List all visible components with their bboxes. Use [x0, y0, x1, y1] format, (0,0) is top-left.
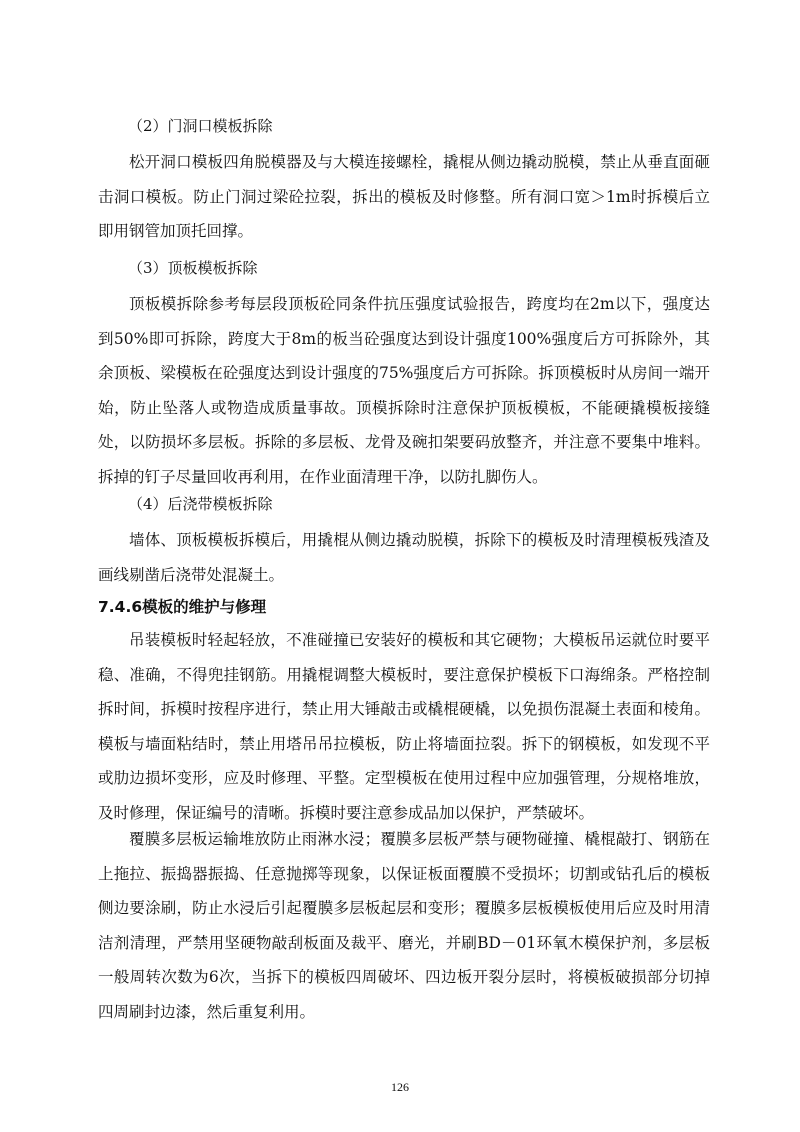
paragraph-door-opening: 松开洞口模板四角脱模器及与大模连接螺栓，撬棍从侧边撬动脱模，禁止从垂直面砸击洞口模板。防止门洞过梁砼拉裂，拆出的模板及时修整。所有洞口宽＞1m时拆模后立即用钢管加顶托回撑。 [98, 153, 710, 241]
paragraph-top-slab: 顶板模拆除参考每层段顶板砼同条件抗压强度试验报告，跨度均在2m以下，强度达到50%即可拆除，跨度大于8m的板当砼强度达到设计强度100%强度后方可拆除外，其余顶板、梁模板在砼强度达到设计强度的75%强度后方可拆除。拆顶模板时从房间一端开始，防止坠落人或物造成质量事故。顶模拆除时注意保护顶板模板，不能硬撬模板接缝处，以防损坏多层板。拆除的多层板、龙骨及碗扣架要码放整齐，并注意不要集中堆料。拆掉的钉子尽量回收再利用，在作业面清理干净，以防扎脚伤人。 [98, 295, 710, 486]
subsection-title-2: （2）门洞口模板拆除 [128, 117, 273, 135]
paragraph-post-pour-strip: 墙体、顶板模板拆模后，用撬棍从侧边撬动脱模，拆除下的模板及时清理模板残渣及画线剔凿后浇带处混凝土。 [98, 531, 710, 584]
paragraph-maintenance-1: 吊装模板时轻起轻放，不准碰撞已安装好的模板和其它硬物；大模板吊运就位时要平稳、准确，不得兜挂钢筋。用撬棍调整大模板时，要注意保护模板下口海绵条。严格控制拆时间，拆模时按程序进行，禁止用大锤敲击或橇棍硬橇，以免损伤混凝土表面和棱角。模板与墙面粘结时，禁止用塔吊吊拉模板，防止将墙面拉裂。拆下的钢模板，如发现不平或肋边损坏变形，应及时修理、平整。定型模板在使用过程中应加强管理，分规格堆放，及时修理，保证编号的清晰。拆模时要注意参成品加以保护，严禁破坏。 [98, 631, 710, 822]
page-number: 126 [391, 1080, 409, 1094]
subsection-title-4: （4）后浇带模板拆除 [128, 495, 273, 513]
section-heading-7-4-6: 7.4.6模板的维护与修理 [98, 598, 267, 616]
paragraph-maintenance-2: 覆膜多层板运输堆放防止雨淋水浸；覆膜多层板严禁与硬物碰撞、橇棍敲打、钢筋在上拖拉、振捣器振捣、任意抛掷等现象，以保证板面覆膜不受损坏；切割或钻孔后的模板侧边要涂刷，防止水浸后引起覆膜多层板起层和变形；覆膜多层板模板使用后应及时用清洁剂清理，严禁用坚硬物敲刮板面及裁平、磨光，并刷BD－01环氧木模保护剂，多层板一般周转次数为6次，当拆下的模板四周破坏、四边板开裂分层时，将模板破损部分切掉四周刷封边漆，然后重复利用。 [98, 830, 710, 1021]
subsection-title-3: （3）顶板模板拆除 [128, 259, 258, 277]
